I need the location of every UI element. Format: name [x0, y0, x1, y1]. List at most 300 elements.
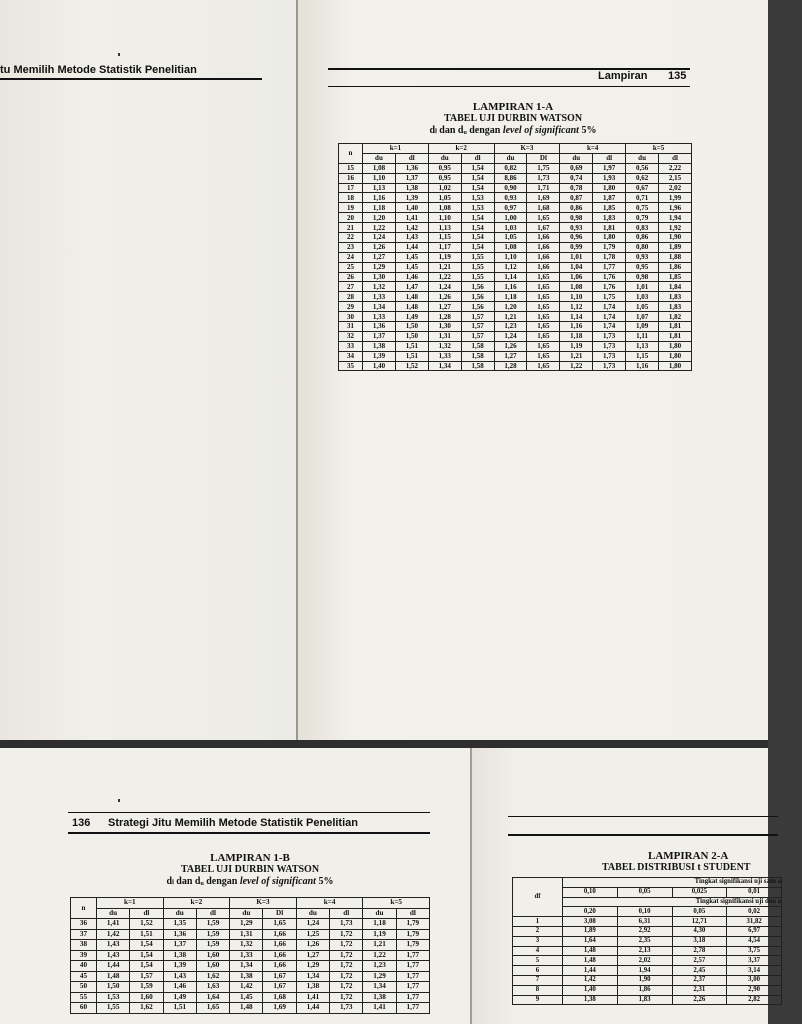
table-row: [71, 929, 430, 940]
value-cell: 0,83: [626, 223, 659, 233]
running-head: Lampiran: [598, 70, 648, 82]
value-cell: 1,24: [428, 282, 461, 292]
n-cell: 24: [339, 252, 363, 262]
value-cell: 0,98: [626, 272, 659, 282]
value-cell: 1,53: [97, 992, 130, 1003]
value-cell: 1,59: [196, 919, 229, 930]
table-row: [513, 966, 782, 976]
table-row: [513, 936, 782, 946]
value-cell: 0,75: [626, 203, 659, 213]
value-cell: 1,24: [296, 919, 329, 930]
value-cell: 1,62: [196, 971, 229, 982]
value-cell: 1,42: [563, 975, 618, 985]
n-cell: 45: [71, 971, 97, 982]
value-cell: 1,79: [396, 919, 429, 930]
value-cell: 1,56: [461, 282, 494, 292]
table-row: [513, 956, 782, 966]
n-cell: 20: [339, 213, 363, 223]
table-row: [71, 971, 430, 982]
value-cell: 1,64: [196, 992, 229, 1003]
value-cell: 1,79: [396, 929, 429, 940]
value-cell: 1,23: [494, 322, 527, 332]
running-head: Strategi Jitu Memilih Metode Statistik Penelitian: [108, 817, 358, 829]
value-cell: 1,13: [363, 183, 396, 193]
n-cell: 38: [71, 940, 97, 951]
value-cell: 2,26: [672, 995, 727, 1005]
value-cell: 1,29: [363, 971, 396, 982]
value-cell: 1,54: [130, 940, 163, 951]
table-subtitle: TABEL UJI DURBIN WATSON: [180, 864, 320, 875]
table-row: [339, 282, 692, 292]
value-cell: 1,44: [296, 1003, 329, 1014]
value-cell: 1,20: [363, 213, 396, 223]
value-cell: 0,99: [560, 242, 593, 252]
two-tail-level: 0,05: [672, 907, 727, 917]
value-cell: 1,99: [659, 193, 692, 203]
value-cell: 1,72: [330, 950, 363, 961]
value-cell: 1,27: [494, 351, 527, 361]
value-cell: 1,44: [395, 242, 428, 252]
table-row: [339, 213, 692, 223]
value-cell: 1,01: [560, 252, 593, 262]
value-cell: 1,69: [527, 193, 560, 203]
bound-header: du: [97, 908, 130, 919]
page-number: 135: [668, 70, 687, 82]
n-header: n: [339, 144, 363, 164]
value-cell: 1,38: [296, 982, 329, 993]
value-cell: 1,44: [97, 961, 130, 972]
value-cell: 2,78: [672, 946, 727, 956]
value-cell: 1,86: [659, 262, 692, 272]
value-cell: 1,10: [363, 173, 396, 183]
table-row: [71, 961, 430, 972]
value-cell: 1,32: [363, 282, 396, 292]
value-cell: 1,14: [494, 272, 527, 282]
caption-prefix: dₗ dan dᵤ dengan: [166, 876, 238, 887]
table-subtitle: TABEL UJI DURBIN WATSON: [443, 113, 583, 124]
value-cell: 1,58: [461, 351, 494, 361]
table-row: [339, 242, 692, 252]
value-cell: 1,13: [626, 341, 659, 351]
bound-header: dl: [196, 908, 229, 919]
value-cell: 1,24: [363, 233, 396, 243]
value-cell: 1,40: [395, 203, 428, 213]
bound-header: Dl: [263, 908, 296, 919]
value-cell: 1,43: [97, 950, 130, 961]
value-cell: 1,33: [428, 351, 461, 361]
value-cell: 1,10: [428, 213, 461, 223]
table-row: [339, 262, 692, 272]
value-cell: 1,38: [163, 950, 196, 961]
value-cell: 1,33: [363, 312, 396, 322]
header-rule-upper: [508, 816, 778, 817]
value-cell: 1,11: [626, 331, 659, 341]
caption-italic: level of significant: [502, 125, 579, 136]
n-cell: 15: [339, 163, 363, 173]
value-cell: 1,57: [461, 312, 494, 322]
value-cell: 0,67: [626, 183, 659, 193]
two-tail-level: 0,02: [727, 907, 782, 917]
value-cell: 1,03: [626, 292, 659, 302]
value-cell: 1,66: [263, 961, 296, 972]
table-row: [71, 992, 430, 1003]
n-cell: 37: [71, 929, 97, 940]
value-cell: 1,54: [130, 961, 163, 972]
value-cell: 1,38: [563, 995, 618, 1005]
value-cell: 1,83: [659, 302, 692, 312]
n-cell: 22: [339, 233, 363, 243]
value-cell: 1,59: [196, 940, 229, 951]
df-cell: 6: [513, 966, 563, 976]
value-cell: 1,78: [593, 252, 626, 262]
table-row: [339, 163, 692, 173]
value-cell: 1,18: [363, 203, 396, 213]
value-cell: 1,72: [330, 992, 363, 1003]
table-title-block: [388, 101, 638, 137]
value-cell: 1,72: [330, 940, 363, 951]
value-cell: 1,35: [163, 919, 196, 930]
speck: [118, 799, 120, 802]
value-cell: 1,23: [363, 961, 396, 972]
value-cell: 6,31: [617, 917, 672, 927]
t-student-table: [512, 877, 782, 1005]
value-cell: 1,48: [563, 956, 618, 966]
value-cell: 1,60: [196, 950, 229, 961]
df-cell: 1: [513, 917, 563, 927]
bound-header: dl: [330, 908, 363, 919]
n-cell: 26: [339, 272, 363, 282]
value-cell: 1,93: [593, 173, 626, 183]
n-cell: 21: [339, 223, 363, 233]
value-cell: 1,73: [593, 341, 626, 351]
value-cell: 4,54: [727, 936, 782, 946]
value-cell: 1,65: [196, 1003, 229, 1014]
table-row: [71, 982, 430, 993]
value-cell: 3,75: [727, 946, 782, 956]
df-cell: 7: [513, 975, 563, 985]
value-cell: 1,51: [130, 929, 163, 940]
value-cell: 1,25: [296, 929, 329, 940]
value-cell: 1,59: [130, 982, 163, 993]
caption-prefix: dₗ dan dᵤ dengan: [429, 125, 501, 136]
n-cell: 39: [71, 950, 97, 961]
value-cell: 0,93: [626, 252, 659, 262]
value-cell: 1,53: [461, 203, 494, 213]
value-cell: 1,77: [396, 961, 429, 972]
value-cell: 1,28: [428, 312, 461, 322]
bound-header: du: [560, 153, 593, 163]
table-row: [71, 940, 430, 951]
table-title-block: [125, 852, 375, 888]
table-row: [71, 919, 430, 930]
value-cell: 1,41: [395, 213, 428, 223]
k-group-header: k=5: [363, 898, 430, 909]
running-head: tu Memilih Metode Statistik Penelitian: [0, 64, 197, 76]
value-cell: 1,34: [230, 961, 263, 972]
value-cell: 1,29: [230, 919, 263, 930]
value-cell: 1,42: [230, 982, 263, 993]
bound-header: du: [363, 153, 396, 163]
value-cell: 1,65: [527, 312, 560, 322]
value-cell: 3,08: [563, 917, 618, 927]
table-row: [513, 995, 782, 1005]
bound-header: du: [428, 153, 461, 163]
value-cell: 1,77: [396, 992, 429, 1003]
value-cell: 1,85: [593, 203, 626, 213]
value-cell: 1,83: [593, 213, 626, 223]
value-cell: 1,22: [428, 272, 461, 282]
value-cell: 1,45: [395, 262, 428, 272]
value-cell: 1,08: [363, 163, 396, 173]
value-cell: 1,54: [461, 213, 494, 223]
value-cell: 1,77: [396, 982, 429, 993]
value-cell: 1,47: [395, 282, 428, 292]
value-cell: 8,86: [494, 173, 527, 183]
value-cell: 1,82: [659, 312, 692, 322]
lampiran-title: LAMPIRAN 1-A: [472, 101, 554, 113]
table-row: [339, 292, 692, 302]
value-cell: 1,55: [461, 262, 494, 272]
value-cell: 0,78: [560, 183, 593, 193]
value-cell: 1,24: [494, 331, 527, 341]
value-cell: 0,96: [560, 233, 593, 243]
value-cell: 2,92: [617, 926, 672, 936]
one-tail-level: 0,10: [563, 887, 618, 897]
value-cell: 1,80: [659, 341, 692, 351]
value-cell: 0,56: [626, 163, 659, 173]
lampiran-title: LAMPIRAN 1-B: [210, 852, 290, 864]
value-cell: 1,32: [428, 341, 461, 351]
value-cell: 12,71: [672, 917, 727, 927]
table-row: [339, 223, 692, 233]
value-cell: 1,29: [363, 262, 396, 272]
value-cell: 1,77: [396, 1003, 429, 1014]
table-row: [339, 361, 692, 371]
value-cell: 2,15: [659, 173, 692, 183]
df-header: df: [513, 878, 563, 917]
header-rule-upper: [68, 812, 430, 813]
value-cell: 2,90: [727, 985, 782, 995]
value-cell: 1,02: [428, 183, 461, 193]
value-cell: 1,15: [626, 351, 659, 361]
value-cell: 1,65: [527, 292, 560, 302]
value-cell: 0,82: [494, 163, 527, 173]
table-row: [339, 203, 692, 213]
value-cell: 1,27: [296, 950, 329, 961]
value-cell: 3,00: [727, 975, 782, 985]
one-tail-level: 0,05: [617, 887, 672, 897]
value-cell: 1,33: [230, 950, 263, 961]
bound-header: du: [363, 908, 396, 919]
table-row: [339, 193, 692, 203]
value-cell: 1,64: [563, 936, 618, 946]
value-cell: 2,22: [659, 163, 692, 173]
value-cell: 1,97: [593, 163, 626, 173]
value-cell: 1,38: [363, 341, 396, 351]
k-group-header: k=5: [626, 144, 692, 154]
value-cell: 0,62: [626, 173, 659, 183]
value-cell: 1,21: [560, 351, 593, 361]
value-cell: 6,97: [727, 926, 782, 936]
durbin-watson-table-a: [338, 143, 692, 371]
value-cell: 1,37: [163, 940, 196, 951]
bound-header: du: [626, 153, 659, 163]
table-row: [513, 946, 782, 956]
value-cell: 0,71: [626, 193, 659, 203]
value-cell: 1,73: [330, 1003, 363, 1014]
value-cell: 1,73: [593, 351, 626, 361]
value-cell: 0,98: [560, 213, 593, 223]
value-cell: 1,66: [527, 242, 560, 252]
value-cell: 1,18: [494, 292, 527, 302]
table-row: [513, 985, 782, 995]
df-cell: 8: [513, 985, 563, 995]
value-cell: 1,69: [263, 1003, 296, 1014]
value-cell: 1,19: [560, 341, 593, 351]
value-cell: 1,74: [593, 312, 626, 322]
value-cell: 1,18: [560, 331, 593, 341]
value-cell: 1,31: [428, 331, 461, 341]
value-cell: 1,96: [659, 203, 692, 213]
n-cell: 31: [339, 322, 363, 332]
value-cell: 1,37: [395, 173, 428, 183]
n-cell: 33: [339, 341, 363, 351]
value-cell: 1,80: [593, 183, 626, 193]
value-cell: 1,32: [230, 940, 263, 951]
value-cell: 1,65: [527, 331, 560, 341]
n-cell: 29: [339, 302, 363, 312]
value-cell: 1,73: [330, 919, 363, 930]
bound-header: dl: [659, 153, 692, 163]
bound-header: dl: [395, 153, 428, 163]
value-cell: 1,52: [395, 361, 428, 371]
value-cell: 2,37: [672, 975, 727, 985]
value-cell: 1,53: [461, 193, 494, 203]
value-cell: 1,54: [461, 163, 494, 173]
value-cell: 1,66: [263, 950, 296, 961]
bound-header: dl: [130, 908, 163, 919]
value-cell: 1,66: [527, 233, 560, 243]
table-row: [513, 975, 782, 985]
table-title-block: [602, 850, 802, 874]
value-cell: 1,65: [527, 361, 560, 371]
value-cell: 1,19: [428, 252, 461, 262]
value-cell: 1,73: [593, 361, 626, 371]
value-cell: 1,12: [560, 302, 593, 312]
value-cell: 1,05: [428, 193, 461, 203]
value-cell: 1,28: [494, 361, 527, 371]
value-cell: 1,26: [494, 341, 527, 351]
value-cell: 0,97: [494, 203, 527, 213]
value-cell: 1,43: [395, 233, 428, 243]
value-cell: 1,71: [527, 183, 560, 193]
value-cell: 1,21: [363, 940, 396, 951]
value-cell: 1,73: [527, 173, 560, 183]
value-cell: 0,86: [626, 233, 659, 243]
bound-header: dl: [396, 908, 429, 919]
bound-header: dl: [461, 153, 494, 163]
value-cell: 1,51: [395, 351, 428, 361]
value-cell: 1,79: [396, 940, 429, 951]
value-cell: 1,77: [593, 262, 626, 272]
value-cell: 1,05: [626, 302, 659, 312]
value-cell: 1,67: [527, 223, 560, 233]
value-cell: 1,34: [428, 361, 461, 371]
value-cell: 1,68: [527, 203, 560, 213]
k-group-header: K=3: [230, 898, 297, 909]
value-cell: 1,56: [461, 292, 494, 302]
value-cell: 1,08: [560, 282, 593, 292]
value-cell: 1,26: [363, 242, 396, 252]
value-cell: 1,36: [363, 322, 396, 332]
value-cell: 2,57: [672, 956, 727, 966]
bound-header: du: [230, 908, 263, 919]
value-cell: 1,41: [296, 992, 329, 1003]
table-row: [339, 233, 692, 243]
n-cell: 30: [339, 312, 363, 322]
value-cell: 1,43: [163, 971, 196, 982]
value-cell: 1,84: [659, 282, 692, 292]
table-row: [339, 272, 692, 282]
value-cell: 1,48: [395, 292, 428, 302]
value-cell: 2,82: [727, 995, 782, 1005]
table-row: [339, 173, 692, 183]
value-cell: 1,21: [428, 262, 461, 272]
df-cell: 3: [513, 936, 563, 946]
value-cell: 1,73: [593, 331, 626, 341]
value-cell: 1,16: [363, 193, 396, 203]
value-cell: 1,74: [593, 302, 626, 312]
df-cell: 9: [513, 995, 563, 1005]
value-cell: 1,57: [461, 322, 494, 332]
value-cell: 1,63: [196, 982, 229, 993]
value-cell: 1,83: [659, 292, 692, 302]
value-cell: 1,18: [363, 919, 396, 930]
value-cell: 1,65: [527, 341, 560, 351]
value-cell: 1,55: [97, 1003, 130, 1014]
value-cell: 1,22: [560, 361, 593, 371]
value-cell: 1,90: [659, 233, 692, 243]
value-cell: 1,14: [560, 312, 593, 322]
n-cell: 60: [71, 1003, 97, 1014]
value-cell: 1,57: [130, 971, 163, 982]
value-cell: 1,48: [97, 971, 130, 982]
value-cell: 1,81: [659, 322, 692, 332]
value-cell: 1,34: [296, 971, 329, 982]
n-cell: 34: [339, 351, 363, 361]
value-cell: 1,30: [428, 322, 461, 332]
value-cell: 1,40: [563, 985, 618, 995]
value-cell: 1,65: [527, 272, 560, 282]
value-cell: 1,66: [263, 929, 296, 940]
value-cell: 1,54: [461, 223, 494, 233]
value-cell: 1,36: [395, 163, 428, 173]
value-cell: 2,45: [672, 966, 727, 976]
value-cell: 1,10: [560, 292, 593, 302]
value-cell: 1,60: [196, 961, 229, 972]
value-cell: 1,56: [461, 302, 494, 312]
bound-header: du: [163, 908, 196, 919]
value-cell: 1,76: [593, 272, 626, 282]
value-cell: 1,16: [626, 361, 659, 371]
value-cell: 0,87: [560, 193, 593, 203]
value-cell: 0,93: [560, 223, 593, 233]
value-cell: 1,50: [395, 322, 428, 332]
value-cell: 1,58: [461, 361, 494, 371]
value-cell: 1,38: [363, 992, 396, 1003]
value-cell: 1,48: [395, 302, 428, 312]
value-cell: 1,36: [163, 929, 196, 940]
